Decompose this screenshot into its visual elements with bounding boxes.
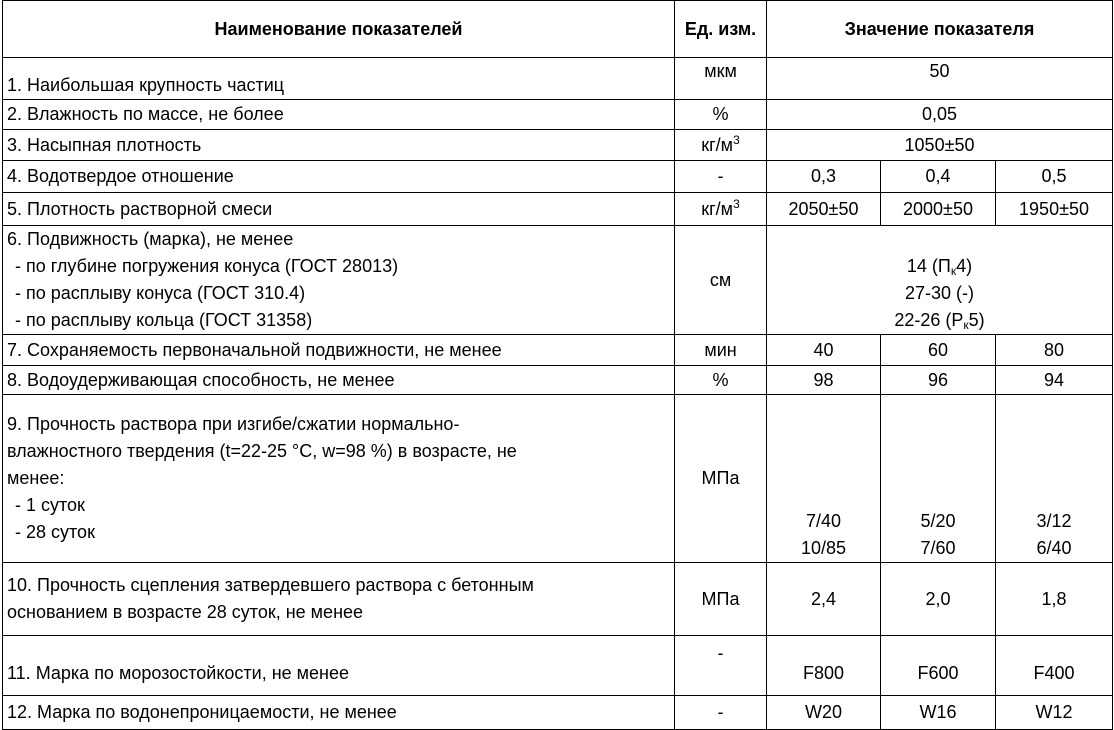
value-28-day: 10/85 bbox=[800, 538, 847, 558]
table-row bbox=[3, 193, 1113, 226]
table-row bbox=[3, 696, 1113, 730]
unit-base: кг/м bbox=[701, 198, 734, 219]
row-value-2 bbox=[881, 395, 996, 563]
row-name: 3. Насыпная плотность bbox=[3, 130, 675, 161]
row-name: 8. Водоудерживающая способность, не менее bbox=[3, 366, 675, 395]
row-value-2: 0,4 bbox=[881, 161, 996, 193]
table-row bbox=[3, 226, 1113, 335]
unit-superscript: 3 bbox=[733, 196, 740, 211]
row-value-2: F600 bbox=[881, 636, 996, 696]
row-unit: МПа bbox=[675, 563, 767, 636]
properties-table bbox=[2, 0, 1113, 730]
sub-item: - 28 суток bbox=[15, 522, 95, 542]
sub-item: - по глубине погружения конуса (ГОСТ 28013) bbox=[15, 256, 399, 276]
header-row bbox=[3, 1, 1113, 58]
row-name-line: 10. Прочность сцепления затвердевшего раствора с бетонным bbox=[7, 575, 534, 595]
row-value-3: 1,8 bbox=[996, 563, 1113, 636]
row-value-1: 40 bbox=[767, 335, 881, 366]
mobility-cone-spread: 27-30 (-) bbox=[905, 283, 975, 303]
header-value: Значение показателя bbox=[767, 1, 1113, 58]
table-row bbox=[3, 395, 1113, 563]
value-1-day: 3/12 bbox=[1036, 511, 1072, 531]
row-name-line: менее: bbox=[7, 468, 65, 488]
table-row bbox=[3, 563, 1113, 636]
row-value-1 bbox=[767, 395, 881, 563]
row-value-2: 2,0 bbox=[881, 563, 996, 636]
row-value-3: 1950±50 bbox=[996, 193, 1113, 226]
row-value-3: 0,5 bbox=[996, 161, 1113, 193]
unit-base: кг/м bbox=[701, 134, 734, 155]
row-value-1: F800 bbox=[767, 636, 881, 696]
row-name: 7. Сохраняемость первоначальной подвижности, не менее bbox=[3, 335, 675, 366]
table-row bbox=[3, 130, 1113, 161]
value-28-day: 6/40 bbox=[1036, 538, 1072, 558]
row-value-block bbox=[767, 226, 1113, 335]
row-value-3: 94 bbox=[996, 366, 1113, 395]
value-1-day: 5/20 bbox=[920, 511, 956, 531]
row-value: 50 bbox=[767, 58, 1113, 100]
value-1-day: 7/40 bbox=[805, 511, 842, 531]
row-value: 1050±50 bbox=[767, 130, 1113, 161]
row-name: 5. Плотность растворной смеси bbox=[3, 193, 675, 226]
row-value-1: 98 bbox=[767, 366, 881, 395]
row-unit: - bbox=[675, 696, 767, 730]
value-28-day: 7/60 bbox=[920, 538, 956, 558]
row-value-3: W12 bbox=[996, 696, 1113, 730]
row-name-block bbox=[3, 226, 675, 335]
row-name-block bbox=[3, 563, 675, 636]
row-unit: см bbox=[675, 226, 767, 335]
row-name: 12. Марка по водонепроницаемости, не менее bbox=[3, 696, 675, 730]
row-unit: - bbox=[675, 161, 767, 193]
row-unit bbox=[675, 130, 767, 161]
row-value-3 bbox=[996, 395, 1113, 563]
row-name: 6. Подвижность (марка), не менее bbox=[7, 229, 294, 249]
sub-item: - по расплыву конуса (ГОСТ 310.4) bbox=[15, 283, 306, 303]
row-value-2: 96 bbox=[881, 366, 996, 395]
mobility-cone-depth: 14 $(П_к4)$ bbox=[906, 256, 973, 278]
table-row bbox=[3, 335, 1113, 366]
row-name: 4. Водотвердое отношение bbox=[3, 161, 675, 193]
row-value-1: 2,4 bbox=[767, 563, 881, 636]
row-unit: - bbox=[675, 636, 767, 696]
table-row bbox=[3, 100, 1113, 130]
sub-item: - по расплыву кольца (ГОСТ 31358) bbox=[15, 310, 313, 330]
mobility-ring-spread: 22-26 $(Р_к5)$ bbox=[894, 310, 985, 332]
row-value-1: W20 bbox=[767, 696, 881, 730]
row-unit: МПа bbox=[675, 395, 767, 563]
row-unit bbox=[675, 193, 767, 226]
row-name: 2. Влажность по массе, не более bbox=[3, 100, 675, 130]
row-name-line: 9. Прочность раствора при изгибе/сжатии нормально- bbox=[7, 414, 460, 434]
table-row bbox=[3, 366, 1113, 395]
row-name-line: влажностного твердения (t=22-25 °С, w=98 %) в возрасте, не bbox=[7, 441, 517, 461]
row-value-3: F400 bbox=[996, 636, 1113, 696]
row-value-2: 60 bbox=[881, 335, 996, 366]
row-value-1: 0,3 bbox=[767, 161, 881, 193]
row-unit: мин bbox=[675, 335, 767, 366]
header-unit: Ед. изм. bbox=[675, 1, 767, 58]
header-name: Наименование показателей bbox=[3, 1, 675, 58]
row-name-line: основанием в возрасте 28 суток, не менее bbox=[7, 602, 364, 622]
row-unit: мкм bbox=[675, 58, 767, 100]
row-name: 11. Марка по морозостойкости, не менее bbox=[3, 636, 675, 696]
row-unit: % bbox=[675, 100, 767, 130]
table-row bbox=[3, 636, 1113, 696]
row-value-2: 2000±50 bbox=[881, 193, 996, 226]
unit-superscript: 3 bbox=[733, 132, 740, 147]
row-name-block bbox=[3, 395, 675, 563]
sub-item: - 1 суток bbox=[15, 495, 85, 515]
row-value-1: 2050±50 bbox=[767, 193, 881, 226]
row-value-3: 80 bbox=[996, 335, 1113, 366]
row-name: 1. Наибольшая крупность частиц bbox=[3, 58, 675, 100]
table-row bbox=[3, 58, 1113, 100]
row-value: 0,05 bbox=[767, 100, 1113, 130]
row-value-2: W16 bbox=[881, 696, 996, 730]
row-unit: % bbox=[675, 366, 767, 395]
table-row bbox=[3, 161, 1113, 193]
